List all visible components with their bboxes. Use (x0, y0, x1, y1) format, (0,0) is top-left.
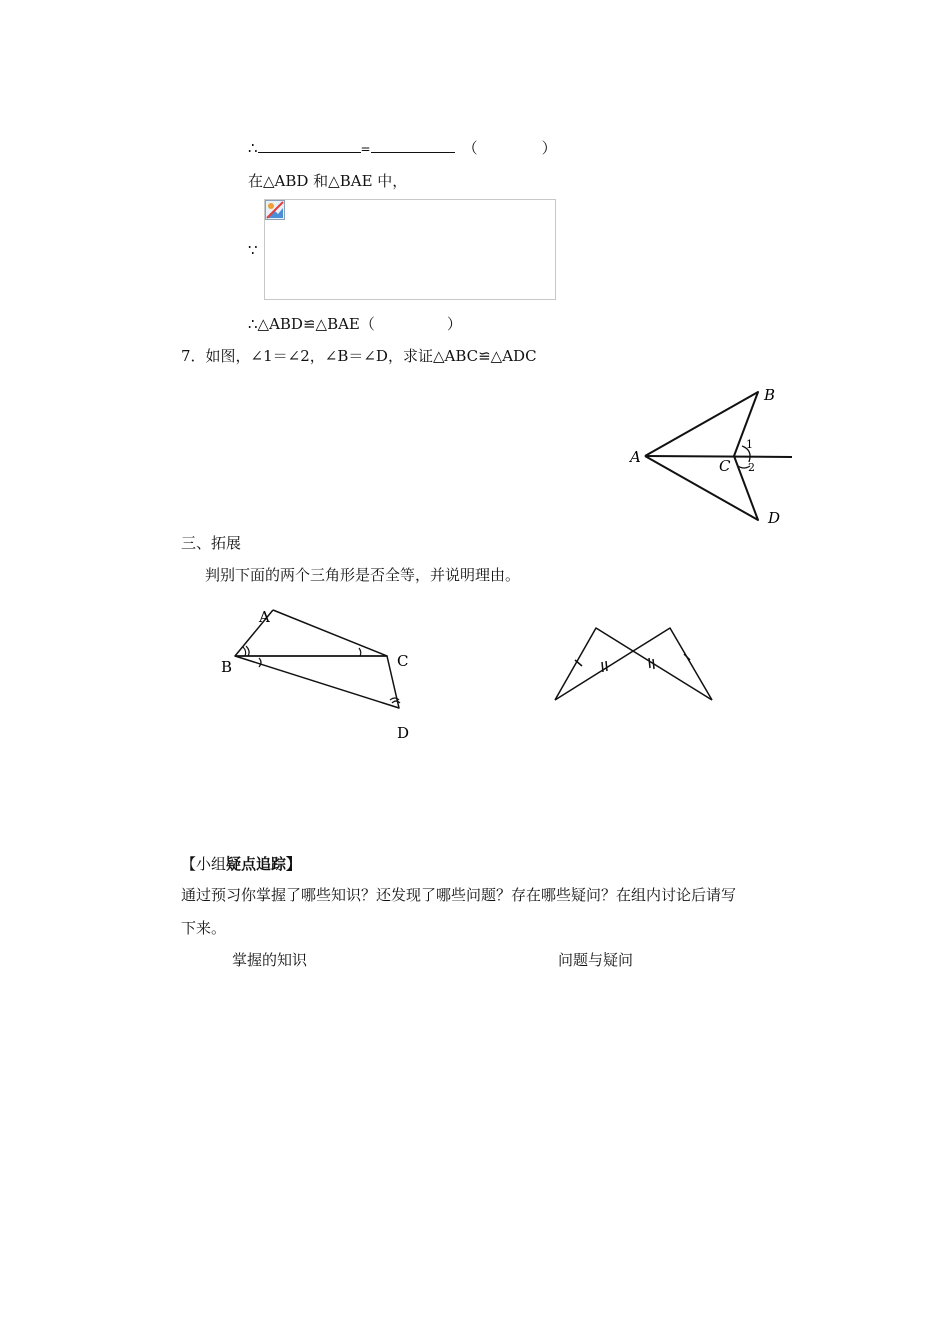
section-3-heading: 三、拓展 (181, 534, 242, 552)
q7-label-A: A (630, 448, 641, 466)
section-3-prompt: 判别下面的两个三角形是否全等，并说明理由。 (205, 566, 521, 584)
blank-left[interactable] (258, 138, 361, 153)
reason-paren-close: ） (541, 139, 557, 157)
group-instruction-line2: 下来。 (181, 919, 227, 937)
group-heading-open: 【小组 (181, 855, 227, 873)
q7-figure (620, 380, 810, 530)
conclusion-text: ∴△ABD≌△BAE（ (248, 315, 375, 333)
q7-label-angle2: 2 (748, 461, 755, 474)
broken-image-icon (265, 200, 285, 220)
fig1-angle-B-upper-2 (246, 646, 249, 656)
fig1-angle-D-2 (392, 701, 400, 703)
group-instruction-line1: 通过预习你掌握了哪些知识？还发现了哪些问题？存在哪些疑问？在组内讨论后请写 (181, 886, 737, 904)
because-symbol: ∵ (248, 241, 258, 259)
extension-figure-1 (215, 600, 425, 745)
image-placeholder (264, 199, 556, 300)
column-questions: 问题与疑问 (558, 951, 634, 969)
q7-label-angle1: 1 (746, 438, 753, 451)
fig1-label-B: B (221, 658, 233, 676)
fig2-double-tick-right-b (653, 659, 654, 669)
conclusion-paren-close: ） (446, 315, 462, 333)
fig1-label-A: A (259, 608, 270, 626)
in-triangles-line: 在△ABD 和△BAE 中， (248, 172, 408, 190)
group-heading-close: 】 (286, 855, 302, 873)
equals-sign: = (360, 142, 371, 156)
reason-paren-open: （ (462, 139, 478, 157)
fig2-double-tick-right-a (649, 658, 650, 668)
conclusion-line (248, 313, 462, 334)
fig1-angle-B-upper (243, 647, 246, 656)
fig1-triangle-ABC (235, 610, 387, 656)
therefore-line (248, 137, 557, 158)
group-heading-bold: 疑点追踪 (226, 855, 287, 873)
q7-label-C: C (719, 457, 731, 475)
q7-label-B: B (764, 386, 776, 404)
extension-figure-2 (550, 620, 720, 710)
column-knowledge: 掌握的知识 (232, 951, 308, 969)
q7-label-D: D (768, 509, 781, 527)
fig2-double-tick-left-a (602, 662, 603, 672)
fig1-triangle-BCD (235, 656, 399, 708)
therefore-symbol: ∴ (248, 139, 258, 157)
blank-right[interactable] (371, 138, 455, 153)
fig1-angle-C (359, 648, 361, 656)
group-heading (181, 853, 301, 874)
fig1-label-D: D (397, 724, 410, 742)
fig2-double-tick-left-b (606, 661, 607, 671)
fig2-tick-right (684, 654, 690, 660)
question-7-text: 7．如图，∠1＝∠2，∠B＝∠D，求证△ABC≌△ADC (181, 347, 537, 365)
fig1-label-C: C (397, 652, 409, 670)
fig1-angle-B-lower (259, 658, 261, 667)
